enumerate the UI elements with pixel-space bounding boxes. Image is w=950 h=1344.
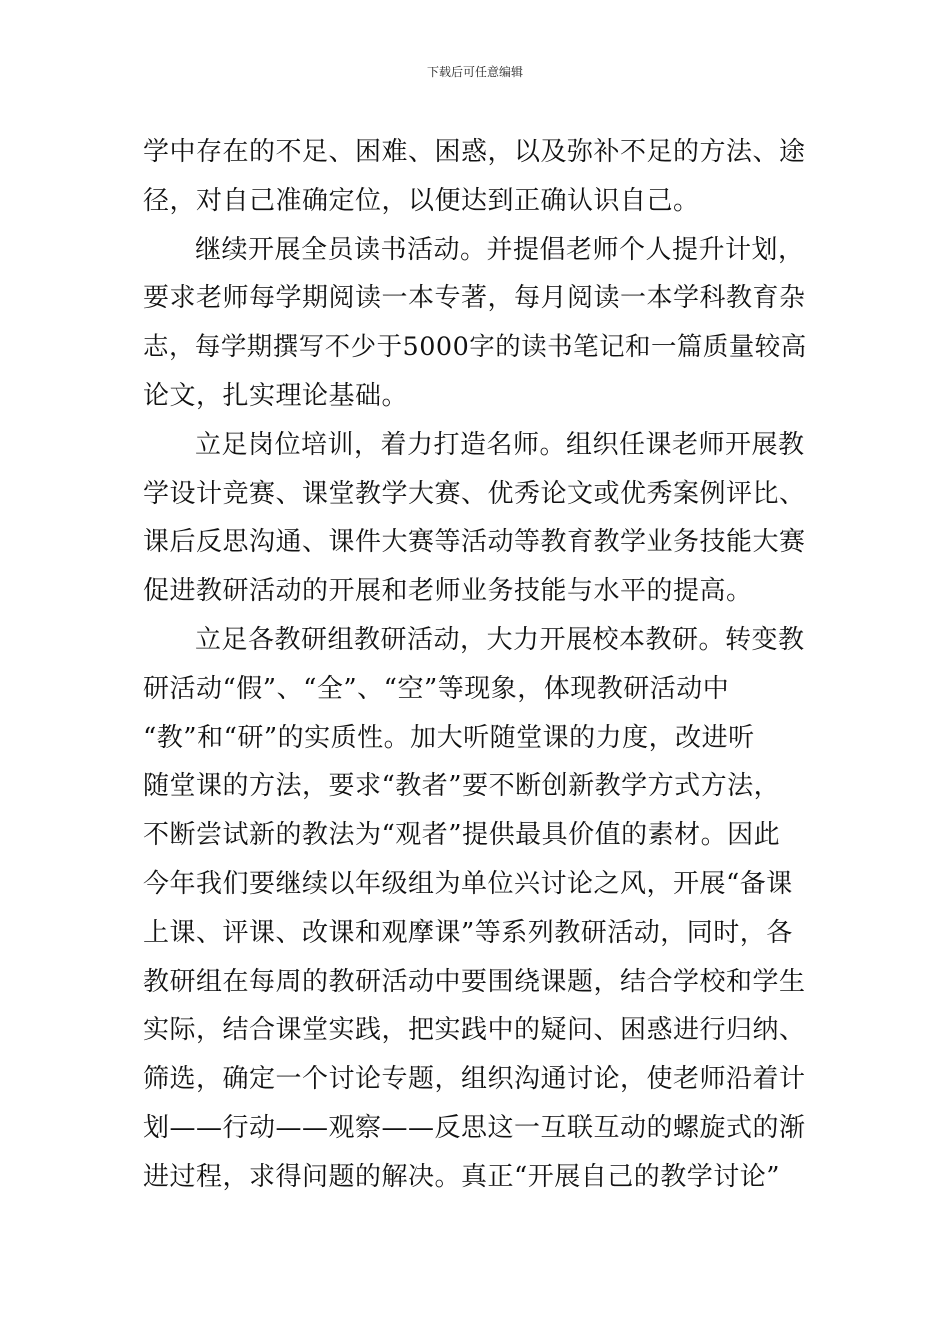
text-line: “教”和“研”的实质性。加大听随堂课的力度，改进听 [143,722,755,753]
page-header: 下载后可任意编辑 [426,65,523,79]
text-line: 今年我们要继续以年级组为单位兴讨论之风，开展“备课 [143,868,793,899]
text-line: 进过程，求得问题的解决。真正“开展自己的教学讨论” [143,1161,781,1192]
text-line: 立足各教研组教研活动，大力开展校本教研。转变教 [195,624,805,655]
text-line: 不断尝试新的教法为“观者”提供最具价值的素材。因此 [143,820,781,851]
text-line: 筛选，确定一个讨论专题，组织沟通讨论，使老师沿着计 [143,1064,806,1095]
text-line: 随堂课的方法，要求“教者”要不断创新教学方式方法， [143,771,781,802]
text-line: 实际，结合课堂实践，把实践中的疑问、困惑进行归纳、 [143,1015,806,1046]
text-line: 学中存在的不足、困难、困惑，以及弥补不足的方法、途 [143,137,806,167]
text-line: 志，每学期撰写不少于5000字的读书笔记和一篇质量较高 [143,332,807,363]
text-line: 研活动“假”、“全”、“空”等现象，体现教研活动中 [143,673,730,704]
text-line: 上课、评课、改课和观摩课”等系列教研活动，同时，各 [143,917,793,948]
text-line: 划——行动——观察——反思这一互联互动的螺旋式的渐 [143,1112,806,1143]
text-line: 教研组在每周的教研活动中要围绕课题，结合学校和学生 [143,966,806,997]
text-line: 论文，扎实理论基础。 [143,380,409,411]
text-line: 促进教研活动的开展和老师业务技能与水平的提高。 [143,576,753,607]
text-line: 要求老师每学期阅读一本专著，每月阅读一本学科教育杂 [143,283,806,314]
text-line: 立足岗位培训，着力打造名师。组织任课老师开展教 [195,429,805,460]
text-line: 径，对自己准确定位，以便达到正确认识自己。 [143,185,700,216]
text-line: 课后反思沟通、课件大赛等活动等教育教学业务技能大赛 [143,527,806,558]
text-line: 继续开展全员读书活动。并提倡老师个人提升计划， [195,234,805,265]
body-text [143,128,807,1202]
text-line: 学设计竞赛、课堂教学大赛、优秀论文或优秀案例评比、 [143,478,806,509]
